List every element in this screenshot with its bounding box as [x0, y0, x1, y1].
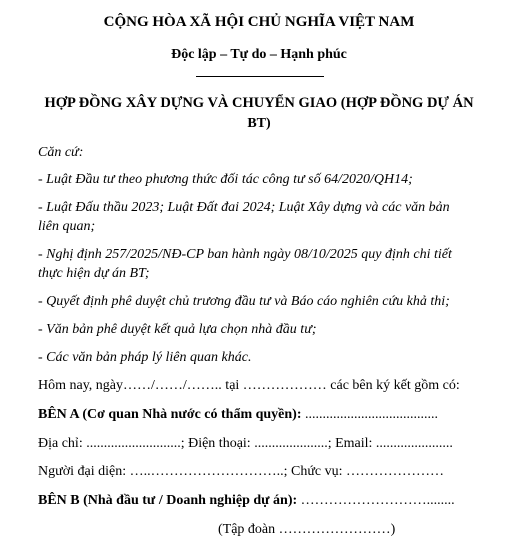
legal-basis-item: - Quyết định phê duyệt chủ trương đầu tư và Báo cáo nghiên cứu khả thi; — [38, 294, 450, 309]
legal-basis-item-cont: liên quan; — [38, 219, 96, 234]
legal-basis-item: - Luật Đầu tư theo phương thức đối tác công tư số 64/2020/QH14; — [38, 172, 413, 187]
legal-basis-item: - Luật Đấu thầu 2023; Luật Đất đai 2024; Luật Xây dựng và các văn bản — [38, 200, 450, 215]
contract-title-line-1: HỢP ĐỒNG XÂY DỰNG VÀ CHUYỂN GIAO (HỢP ĐỒNG DỰ ÁN — [44, 95, 474, 111]
party-b-heading: BÊN B (Nhà đầu tư / Doanh nghiệp dự án): — [38, 493, 298, 508]
national-motto: Độc lập – Tự do – Hạnh phúc — [171, 47, 347, 62]
legal-basis-item: - Các văn bản pháp lý liên quan khác. — [38, 350, 252, 365]
party-a-representative-line: Người đại diện: …..………………………..; Chức vụ: ………………… — [38, 464, 445, 479]
legal-basis-item-cont: thực hiện dự án BT; — [38, 266, 150, 281]
party-b-name-blank: ………………………........ — [297, 493, 455, 508]
party-b-heading-line — [38, 493, 455, 509]
motto-underline — [196, 76, 324, 77]
legal-basis-item: - Nghị định 257/2025/NĐ-CP ban hành ngày 08/10/2025 quy định chi tiết — [38, 247, 452, 262]
party-a-heading-line — [38, 407, 438, 423]
contract-title-line-2: BT) — [247, 116, 271, 131]
legal-basis-item: - Văn bản phê duyệt kết quả lựa chọn nhà đầu tư; — [38, 322, 317, 337]
signing-date-line: Hôm nay, ngày……/……/…….. tại ……………… các bên ký kết gồm có: — [38, 378, 460, 393]
party-a-name-blank: ...................................... — [301, 407, 439, 422]
party-a-heading: BÊN A (Cơ quan Nhà nước có thẩm quyền): — [38, 407, 302, 422]
legal-basis-heading: Căn cứ: — [38, 145, 84, 160]
country-header: CỘNG HÒA XÃ HỘI CHỦ NGHĨA VIỆT NAM — [103, 14, 415, 30]
party-b-group-line: (Tập đoàn ……………………) — [218, 522, 396, 537]
party-a-address-line: Địa chỉ: ...........................; Điện thoại: .....................; Email: ...................... — [38, 436, 453, 451]
